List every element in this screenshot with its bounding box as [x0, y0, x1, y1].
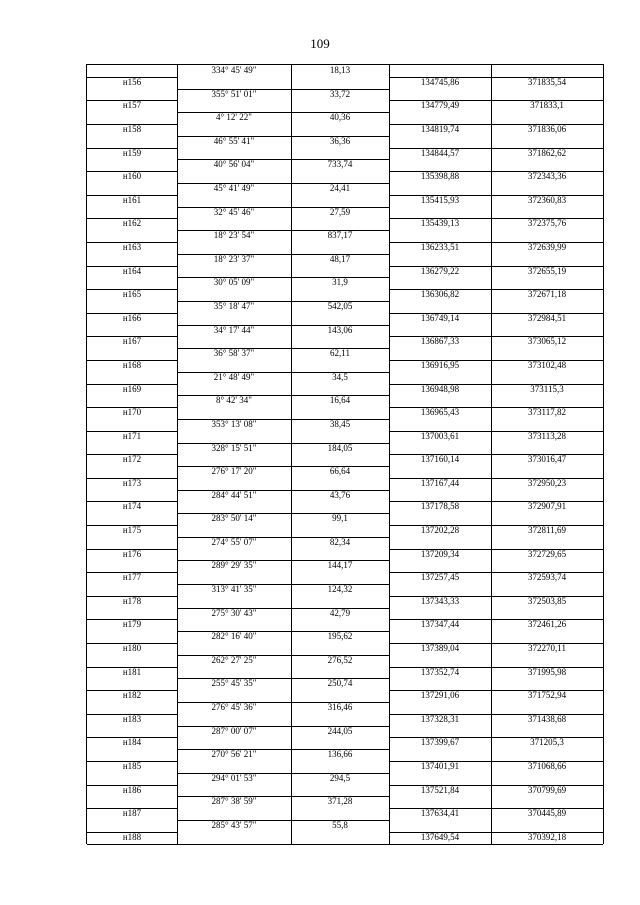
coordinate-x: 137160,14 [420, 454, 460, 465]
point-name: н179 [122, 619, 142, 630]
coordinate-y: 372461,26 [527, 619, 567, 630]
segment-angle: 276° 45' 36" [211, 702, 257, 713]
coordinate-x: 137202,28 [420, 525, 460, 536]
segment-distance: 31,9 [332, 277, 348, 288]
coordinate-y: 371995,98 [527, 666, 567, 677]
segment-row [87, 820, 603, 832]
point-name: н174 [122, 501, 142, 512]
point-name: н186 [122, 784, 142, 795]
coordinate-x: 135398,88 [420, 171, 460, 182]
point-row [87, 525, 603, 537]
coordinate-y: 371438,68 [527, 713, 567, 724]
segment-distance: 42,79 [329, 607, 351, 618]
segment-distance: 43,76 [329, 489, 351, 500]
coordinate-y: 371068,66 [527, 761, 567, 772]
point-row [87, 407, 603, 419]
segment-row [87, 230, 603, 242]
segment-row [87, 466, 603, 478]
point-row [87, 266, 603, 278]
point-row [87, 737, 603, 749]
segment-distance: 733,74 [327, 159, 353, 170]
segment-angle: 35° 18' 47" [213, 300, 255, 311]
segment-distance: 27,59 [329, 206, 351, 217]
coordinate-y: 372343,36 [527, 171, 567, 182]
segment-angle: 289° 29' 35" [211, 560, 257, 571]
coordinate-x: 137328,31 [420, 713, 460, 724]
segment-angle: 328° 15' 51" [211, 442, 257, 453]
coordinate-x: 136948,98 [420, 383, 460, 394]
coordinate-x: 137343,33 [420, 595, 460, 606]
point-row [87, 785, 603, 797]
point-name: н185 [122, 761, 142, 772]
coordinate-x: 135415,93 [420, 194, 460, 205]
point-name: н161 [122, 194, 142, 205]
coordinate-y: 372907,91 [527, 501, 567, 512]
segment-angle: 283° 50' 14" [211, 513, 257, 524]
segment-row [87, 584, 603, 596]
segment-row [87, 65, 603, 77]
point-name: н176 [122, 548, 142, 559]
coordinate-x: 137521,84 [420, 784, 460, 795]
point-name: н163 [122, 241, 142, 252]
point-name: н187 [122, 808, 142, 819]
point-row [87, 690, 603, 702]
coordinate-x: 137399,67 [420, 737, 460, 748]
coordinates-table [86, 64, 604, 844]
point-name: н170 [122, 407, 142, 418]
segment-distance: 24,41 [329, 182, 351, 193]
coordinate-y: 372593,74 [527, 572, 567, 583]
segment-distance: 276,52 [327, 654, 353, 665]
coordinate-y: 371836,06 [527, 123, 567, 134]
coordinate-y: 372270,11 [528, 643, 566, 654]
coordinate-x: 136306,82 [420, 289, 460, 300]
point-name: н156 [122, 76, 142, 87]
segment-angle: 355° 51' 01" [211, 88, 257, 99]
coordinate-y: 370392,18 [527, 831, 567, 842]
coordinate-x: 137634,41 [420, 808, 460, 819]
coordinate-y: 372503,85 [527, 595, 567, 606]
segment-angle: 270° 56' 21" [211, 749, 257, 760]
point-name: н183 [122, 713, 142, 724]
segment-angle: 276° 17' 20" [211, 466, 257, 477]
segment-row [87, 631, 603, 643]
segment-distance: 55,8 [332, 820, 348, 830]
segment-row [87, 112, 603, 124]
segment-angle: 36° 58' 37" [213, 348, 255, 359]
segment-row [87, 89, 603, 101]
segment-angle: 275° 30' 43" [211, 607, 257, 618]
segment-angle: 32° 45' 46" [213, 206, 255, 217]
segment-row [87, 678, 603, 690]
segment-angle: 287° 00' 07" [211, 725, 257, 736]
coordinate-x: 137209,34 [420, 548, 460, 559]
point-row [87, 431, 603, 443]
coordinate-x: 134745,86 [420, 76, 460, 87]
coordinate-x: 136965,43 [420, 407, 460, 418]
segment-angle: 4° 12' 22" [216, 112, 252, 123]
segment-row [87, 348, 603, 360]
coordinate-x: 137389,04 [420, 643, 460, 654]
coordinate-y: 372950,23 [527, 477, 567, 488]
coordinate-y: 372984,51 [527, 312, 567, 323]
coordinate-y: 373065,12 [527, 336, 567, 347]
point-row [87, 195, 603, 207]
point-row [87, 549, 603, 561]
point-name: н164 [122, 265, 142, 276]
segment-distance: 33,72 [329, 88, 351, 99]
point-row [87, 100, 603, 112]
segment-row [87, 372, 603, 384]
coordinate-x: 137649,54 [420, 831, 460, 842]
page-number: 109 [310, 36, 330, 51]
point-name: н167 [122, 336, 142, 347]
point-row [87, 124, 603, 136]
coordinate-y: 372811,69 [528, 525, 566, 536]
coordinate-y: 373016,47 [527, 454, 567, 465]
segment-angle: 46° 55' 41" [213, 135, 255, 146]
coordinate-x: 136279,22 [420, 265, 460, 276]
segment-distance: 371,28 [327, 796, 353, 807]
coordinate-x: 136916,95 [420, 359, 460, 370]
segment-distance: 38,45 [329, 418, 351, 429]
segment-distance: 184,05 [327, 442, 353, 453]
segment-distance: 294,5 [329, 772, 351, 783]
segment-angle: 34° 17' 44" [213, 324, 255, 335]
coordinate-x: 137347,44 [420, 619, 460, 630]
segment-angle: 313° 41' 35" [211, 584, 257, 595]
point-name: н157 [122, 100, 142, 111]
point-name: н188 [122, 831, 142, 842]
point-row [87, 667, 603, 679]
segment-angle: 334° 45' 49" [211, 65, 257, 75]
segment-angle: 18° 23' 37" [213, 253, 255, 264]
segment-angle: 21° 48' 49" [213, 371, 255, 382]
point-row [87, 336, 603, 348]
point-row [87, 289, 603, 301]
segment-distance: 40,36 [329, 112, 351, 123]
segment-angle: 274° 55' 07" [211, 536, 257, 547]
point-name: н184 [122, 737, 142, 748]
segment-distance: 124,32 [327, 584, 353, 595]
coordinate-x: 137291,06 [420, 690, 460, 701]
segment-angle: 287° 38' 59" [211, 796, 257, 807]
point-row [87, 77, 603, 89]
point-row [87, 619, 603, 631]
point-row [87, 171, 603, 183]
point-row [87, 313, 603, 325]
point-row [87, 218, 603, 230]
segment-row [87, 419, 603, 431]
point-name: н162 [122, 218, 142, 229]
segment-distance: 66,64 [329, 466, 351, 477]
coordinate-y: 371205,3 [530, 737, 564, 748]
coordinate-x: 134819,74 [420, 123, 460, 134]
point-row [87, 478, 603, 490]
coordinate-y: 370445,89 [527, 808, 567, 819]
segment-row [87, 183, 603, 195]
point-name: н181 [122, 666, 142, 677]
segment-row [87, 301, 603, 313]
coordinate-y: 372375,76 [527, 218, 567, 229]
coordinate-y: 371862,62 [527, 147, 567, 158]
table-bottom-border [87, 844, 603, 845]
coordinate-y: 371835,54 [527, 76, 567, 87]
point-row [87, 714, 603, 726]
point-row [87, 761, 603, 773]
point-row [87, 384, 603, 396]
segment-distance: 316,46 [327, 702, 353, 713]
segment-distance: 244,05 [327, 725, 353, 736]
point-row [87, 572, 603, 584]
coordinate-x: 136233,51 [420, 241, 460, 252]
point-row [87, 501, 603, 513]
coordinate-y: 372639,99 [527, 241, 567, 252]
segment-row [87, 726, 603, 738]
point-name: н182 [122, 690, 142, 701]
coordinate-x: 137178,58 [420, 501, 460, 512]
segment-row [87, 207, 603, 219]
point-name: н175 [122, 525, 142, 536]
segment-row [87, 537, 603, 549]
segment-angle: 45° 41' 49" [213, 182, 255, 193]
segment-row [87, 490, 603, 502]
segment-distance: 136,66 [327, 749, 353, 760]
segment-row [87, 655, 603, 667]
point-name: н165 [122, 289, 142, 300]
segment-distance: 143,06 [327, 324, 353, 335]
coordinate-y: 373117,82 [528, 407, 566, 418]
segment-distance: 18,13 [329, 65, 351, 75]
segment-row [87, 560, 603, 572]
coordinate-y: 373113,28 [528, 430, 566, 441]
point-row [87, 242, 603, 254]
point-row [87, 596, 603, 608]
segment-distance: 82,34 [329, 536, 351, 547]
segment-row [87, 513, 603, 525]
coordinate-x: 134844,57 [420, 147, 460, 158]
segment-distance: 144,17 [327, 560, 353, 571]
segment-distance: 36,36 [329, 135, 351, 146]
point-name: н166 [122, 312, 142, 323]
segment-distance: 48,17 [329, 253, 351, 264]
coordinate-x: 135439,13 [420, 218, 460, 229]
coordinate-y: 372360,83 [527, 194, 567, 205]
segment-row [87, 325, 603, 337]
segment-distance: 62,11 [330, 348, 350, 359]
segment-distance: 250,74 [327, 678, 353, 689]
coordinate-y: 370799,69 [527, 784, 567, 795]
point-name: н158 [122, 123, 142, 134]
segment-angle: 18° 23' 54" [213, 230, 255, 241]
point-row [87, 808, 603, 820]
point-name: н180 [122, 643, 142, 654]
segment-row [87, 749, 603, 761]
point-name: н169 [122, 383, 142, 394]
segment-angle: 284° 44' 51" [211, 489, 257, 500]
coordinate-y: 373115,3 [530, 383, 564, 394]
segment-row [87, 395, 603, 407]
point-name: н159 [122, 147, 142, 158]
segment-row [87, 796, 603, 808]
segment-distance: 99,1 [332, 513, 348, 524]
segment-row [87, 277, 603, 289]
segment-angle: 353° 13' 08" [211, 418, 257, 429]
segment-angle: 282° 16' 40" [211, 631, 257, 642]
point-name: н178 [122, 595, 142, 606]
coordinate-y: 371752,94 [527, 690, 567, 701]
coordinate-x: 137257,45 [420, 572, 460, 583]
point-name: н177 [122, 572, 142, 583]
segment-angle: 30° 05' 09" [213, 277, 255, 288]
segment-angle: 262° 27' 25" [211, 654, 257, 665]
point-row [87, 643, 603, 655]
segment-row [87, 702, 603, 714]
segment-row [87, 773, 603, 785]
segment-distance: 542,05 [327, 300, 353, 311]
coordinate-x: 137401,91 [420, 761, 460, 772]
coordinate-x: 136867,33 [420, 336, 460, 347]
point-name: н168 [122, 359, 142, 370]
coordinate-x: 137167,44 [420, 477, 460, 488]
point-name: н173 [122, 477, 142, 488]
segment-distance: 195,62 [327, 631, 353, 642]
point-row [87, 148, 603, 160]
segment-distance: 34,5 [332, 371, 348, 382]
coordinate-x: 134779,49 [420, 100, 460, 111]
coordinate-y: 372671,18 [527, 289, 567, 300]
segment-angle: 294° 01' 53" [211, 772, 257, 783]
coordinate-y: 372729,65 [527, 548, 567, 559]
coordinate-x: 137352,74 [420, 666, 460, 677]
coordinate-x: 137003,61 [420, 430, 460, 441]
point-name: н171 [122, 430, 142, 441]
segment-row [87, 159, 603, 171]
segment-distance: 16,64 [329, 395, 351, 406]
point-name: н172 [122, 454, 142, 465]
segment-angle: 40° 56' 04" [213, 159, 255, 170]
segment-row [87, 136, 603, 148]
segment-distance: 837,17 [327, 230, 353, 241]
coordinate-y: 373102,48 [527, 359, 567, 370]
point-row [87, 454, 603, 466]
coordinate-y: 372655,19 [527, 265, 567, 276]
segment-angle: 255° 45' 35" [211, 678, 257, 689]
coordinate-y: 371833,1 [530, 100, 564, 111]
point-row [87, 832, 603, 844]
coordinate-x: 136749,14 [420, 312, 460, 323]
point-row [87, 360, 603, 372]
segment-row [87, 443, 603, 455]
point-name: н160 [122, 171, 142, 182]
segment-row [87, 608, 603, 620]
segment-angle: 8° 42' 34" [216, 395, 252, 406]
segment-row [87, 254, 603, 266]
segment-angle: 285° 43' 57" [211, 820, 257, 830]
